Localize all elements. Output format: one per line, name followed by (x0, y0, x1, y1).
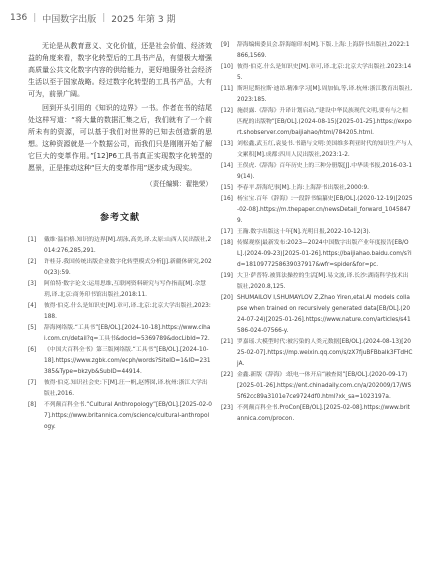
reference-text: 金鑫.新版《辞海》:纸电一体开启“融查阅”[EB/OL].(2020-09-17)[2025-01-26].https://ent.chinadaily.com.cn/a/202009/17/WS5f62cc89a3101e7ce9724df0.html?xk_sa=1023197a. (237, 372, 412, 400)
reference-text: 刘松鑫,武玉红,袁曼书.书籍与文明:美国维多利亚时代的知识生产与人文累积[M].成都:四川人民出版社,2023:1-2. (237, 141, 413, 158)
reference-item (221, 161, 413, 183)
reference-text: 《中国大百科全书》第三版网络版.“工具书”[EB/OL].[2024-10-18].https://www.zgbk.com/ecph/words?SiteID=1&ID=231385&Type=bkzyb&SubID=44914. (44, 347, 211, 375)
reference-number: [11] (221, 86, 233, 92)
reference-text: 斯坦尼斯拉斯·迪昂.精准学习[M].周加仙,等,译.杭州:浙江教育出版社,2023:185. (237, 86, 413, 103)
reference-text: SHUMAILOV I,SHUMAYLOV Z,Zhao Yiren,etal.AI models collapse when trained on recursively generated data[EB/OL].(2024-07-24)[2025-01-26].https://www.nature.com/articles/s41586-024-07566-y. (237, 295, 411, 334)
reference-item (221, 403, 413, 425)
reference-text: 罗嘉瑶.大模型时代:被污染的人类元数据[EB/OL].(2024-08-13)[2025-02-07].https://mp.weixin.qq.com/s/zX7fjuBFBbalk3FTdHCjA. (237, 339, 413, 367)
reference-number: [7] (28, 380, 37, 386)
reference-number: [1] (28, 237, 37, 243)
reference-number: [10] (221, 64, 233, 70)
reference-text: 不列颠百科全书.ProCon[EB/OL].[2025-02-08].https://www.britannica.com/procon. (237, 405, 410, 422)
reference-text: 辞海编辑委员会.辞海缩印本[M].下版.上海:上海辞书出版社,2022:1866,1569. (237, 42, 410, 59)
reference-item (28, 400, 212, 433)
references-title: 参考文献 (99, 213, 140, 223)
reference-text: 李春平.辞海纪事[M].上海:上海辞书出版社,2000:9. (237, 185, 369, 191)
header-separator: | (102, 13, 106, 23)
reference-number: [17] (221, 229, 233, 235)
header-separator: | (33, 13, 37, 23)
reference-number: [15] (221, 185, 233, 191)
reference-item (28, 235, 212, 257)
reference-number: [19] (221, 273, 233, 279)
reference-text: 传媒观察|最新发布:2023—2024中国数字出版产业年度报告[EB/OL].(2024-09-23)[2025-01-26].https://baijiahao.baidu.com/s?id=1810977258639037917&wfr=spider&for=pc. (237, 240, 412, 268)
reference-item (28, 301, 212, 323)
left-column (28, 40, 212, 433)
reference-item (221, 183, 413, 194)
reference-item (221, 271, 413, 293)
reference-number: [18] (221, 240, 233, 246)
reference-text: 辞海网络版.“工具书”[EB/OL].[2024-10-18].https://www.cihai.com.cn/detail?q=工具书&docId=5369789&docLibId=72. (44, 325, 211, 342)
reference-number: [6] (28, 347, 37, 353)
reference-number: [9] (221, 42, 230, 48)
reference-number: [2] (28, 259, 37, 265)
reference-text: 王瀚.数字出版这十年[N].光明日报,2022-10-12(3). (237, 229, 371, 235)
page-header (10, 10, 417, 26)
page-number: 136 (10, 13, 28, 23)
references-list-left (28, 235, 212, 433)
reference-text: 不列颠百科全书.“Cultural Anthropology”[EB/OL].[2025-02-07].https://www.britannica.com/science/cultural-anthropology. (44, 402, 212, 430)
reference-text: 大卫·萨普特.被算法操控的生活[M].易文波,译.长沙:湖南科学技术出版社,2020.8,125. (237, 273, 409, 290)
reference-item (221, 139, 413, 161)
reference-text: 施晨露.《辞海》升译计划启动,“建设中华民族现代文明,要有与之相匹配的出版物”[EB/OL].(2024-08-15)[2025-01-25].https://export.shobserver.com/baijiahao/html/784205.html. (237, 108, 412, 136)
reference-number: [3] (28, 281, 37, 287)
reference-text: 王俣虎.《辞海》百年历史上的三种分册版[J].中华读书报,2016-03-19(14). (237, 163, 413, 180)
reference-item (221, 227, 413, 238)
reference-number: [23] (221, 405, 233, 411)
reference-text: 阿伯特·数字论文:运用思维,互联网资料研究与写作指南[M].佘慧玥,译.北京:商务印书馆出版社,2018:11. (44, 281, 206, 298)
reference-item (28, 345, 212, 378)
right-column (221, 40, 413, 425)
reference-number: [20] (221, 295, 233, 301)
reference-item (221, 370, 413, 403)
reference-item (221, 337, 413, 370)
reference-text: 彼得·伯克.什么是知识史[M].章可,译.北京:北京大学出版社,2023:188. (44, 303, 211, 320)
reference-number: [21] (221, 339, 233, 345)
reference-text: 许桂芬.我国传统出版企业数字化转型模式分析[J].新疆休研究,2020(23):59. (44, 259, 212, 276)
journal-name: 中国数字出版 (42, 14, 97, 25)
reference-number: [13] (221, 141, 233, 147)
reference-item (28, 257, 212, 279)
reference-number: [16] (221, 196, 233, 202)
reference-item (28, 378, 212, 400)
reference-number: [8] (28, 402, 37, 408)
body-paragraph: 回到开头引用的《知识的边界》一书。作者在书的结尾处这样写道：“将大量的数据汇集之后，我们就有了一个前所未有的资源，可以基于我们对世界的已知去创造新的思想。这种资源就是一个数据公司，而我们只是刚刚开始了解它巨大的变革作用。”[12]P6工具书真正实现数字化转型的愿景，正是推动这种“巨大的变革作用”逐步成为现实。 (28, 104, 212, 172)
reference-item (221, 293, 413, 337)
reference-item (221, 84, 413, 106)
reference-item (221, 106, 413, 139)
reference-text: 杨宝宝.百年《辞海》:一段辞书编纂史[EB/OL].(2020-12-19)[2025-02-08].https://m.thepaper.cn/newsDetail_forward_10458479. (237, 196, 413, 224)
reference-item (28, 279, 212, 301)
reference-number: [4] (28, 303, 37, 309)
reference-item (28, 323, 212, 345)
reference-item (221, 62, 413, 84)
reference-text: 彼得·伯克.知识社会史:下[M].汪一帆,赵博囡,译.杭州:浙江大学出版社,2016. (44, 380, 208, 397)
editor-note: （责任编辑：翟艳荣） (146, 180, 212, 188)
reference-number: [14] (221, 163, 233, 169)
reference-item (221, 238, 413, 271)
reference-item (221, 40, 413, 62)
reference-number: [12] (221, 108, 233, 114)
reference-number: [22] (221, 372, 233, 378)
reference-text: 彼得·伯克.什么是知识史[M].章可,译.北京:北京大学出版社.2023:145. (237, 64, 412, 81)
body-paragraph: 无论是从教育意义、文化价值，还是社会价值、经济效益的角度来看，数字化转型后的工具书产品，有望极大增强高质量公共文化数字内容的供给能力，更好地服务社会经济生活以至于国家战略。经过数字化转型的工具书产品，大有可为，前景广阔。 (28, 42, 212, 98)
reference-item (221, 194, 413, 227)
issue-label: 2025 年第 3 期 (111, 14, 176, 25)
references-list-right (221, 40, 413, 425)
reference-text: 戴维·温伯格.知识的边界[M].胡泳,高美,译.太原:山西人民出版社,2014:276,285,291. (44, 237, 212, 254)
reference-number: [5] (28, 325, 37, 331)
